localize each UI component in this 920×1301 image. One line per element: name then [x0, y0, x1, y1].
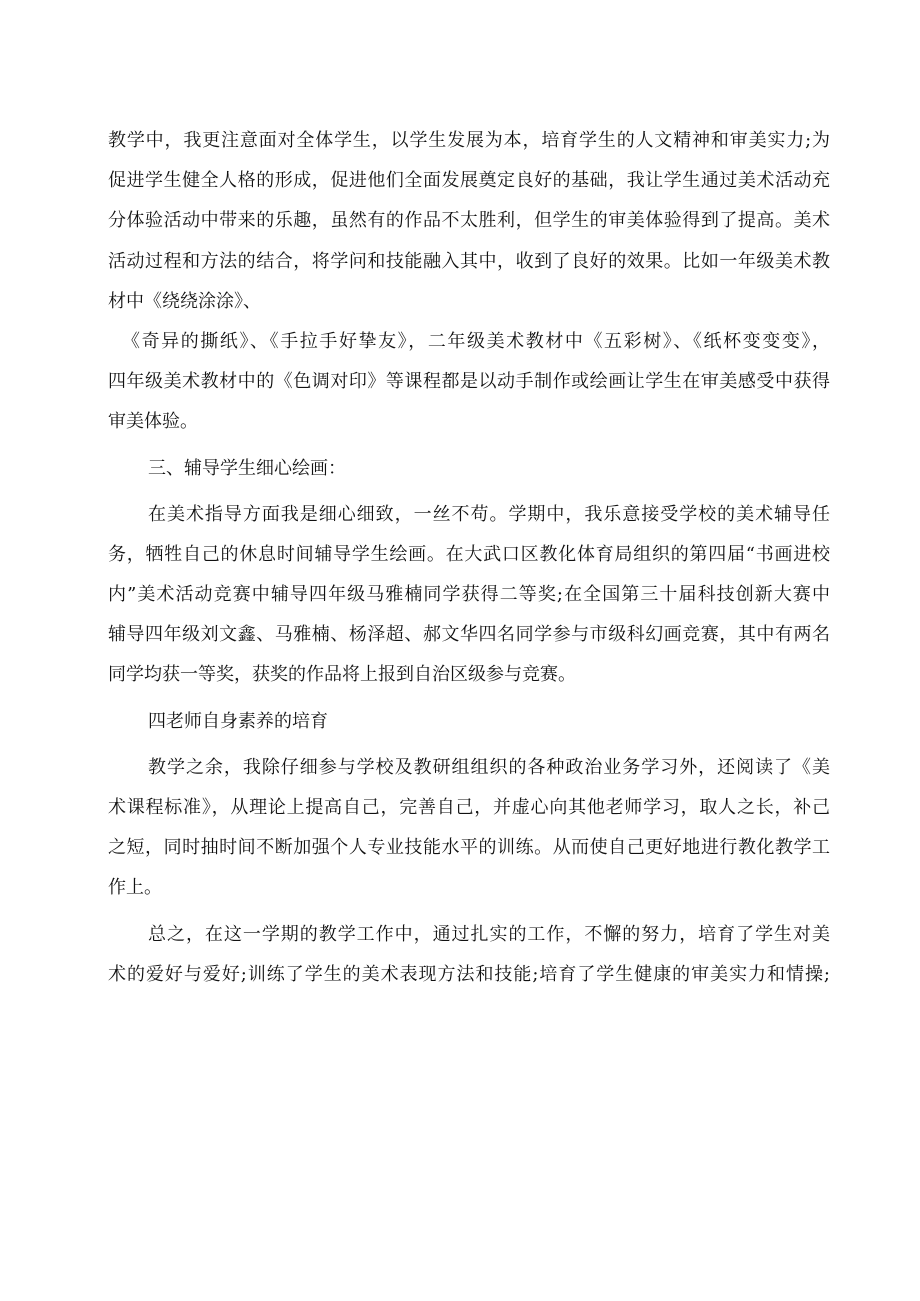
text-line: 分体验活动中带来的乐趣，虽然有的作品不太胜利，但学生的审美体验得到了提高。美术 [108, 210, 830, 232]
paragraph-self-improvement [108, 748, 830, 909]
text-line: 务，牺牲自己的休息时间辅导学生绘画。在大武口区教化体育局组织的第四届“书画进校 [108, 543, 830, 565]
text-line: 活动过程和方法的结合，将学问和技能融入其中，收到了良好的效果。比如一年级美术教 [108, 250, 830, 272]
document-body [108, 121, 830, 995]
text-line: 术的爱好与爱好;训练了学生的美术表现方法和技能;培育了学生健康的审美实力和情操; [108, 963, 830, 985]
paragraph-summary [108, 915, 830, 995]
paragraph-course-examples [108, 322, 830, 443]
paragraph-teaching-focus [108, 121, 830, 322]
section-heading-self-improvement [108, 702, 830, 742]
text-line: 辅导四年级刘文鑫、马雅楠、杨泽超、郝文华四名同学参与市级科幻画竞赛，其中有两名 [108, 624, 830, 646]
text-line: 同学均获一等奖，获奖的作品将上报到自治区级参与竞赛。 [108, 664, 576, 686]
paragraph-guidance-details [108, 495, 830, 696]
text-line: 作上。 [108, 877, 162, 899]
text-line: 总之，在这一学期的教学工作中，通过扎实的工作，不懈的努力，培育了学生对美 [148, 923, 830, 945]
text-line: 材中《绕绕涂涂》、 [108, 290, 261, 312]
text-line: 教学中，我更注意面对全体学生，以学生发展为本，培育学生的人文精神和审美实力;为 [108, 130, 830, 151]
heading-text: 四老师自身素养的培育 [148, 710, 328, 732]
text-line: 之短，同时抽时间不断加强个人专业技能水平的训练。从而使自己更好地进行教化教学工 [108, 837, 830, 859]
text-line: 在美术指导方面我是细心细致，一丝不苟。学期中，我乐意接受学校的美术辅导任 [148, 503, 830, 525]
text-line: 审美体验。 [108, 411, 198, 433]
text-line: 术课程标准》，从理论上提高自己，完善自己，并虚心向其他老师学习，取人之长，补己 [108, 797, 830, 818]
section-heading-guidance [108, 449, 830, 489]
text-line: 教学之余，我除仔细参与学校及教研组组织的各种政治业务学习外，还阅读了《美 [148, 756, 830, 778]
text-line: 四年级美术教材中的《色调对印》等课程都是以动手制作或绘画让学生在审美感受中获得 [108, 371, 830, 393]
text-line: 促进学生健全人格的形成，促进他们全面发展奠定良好的基础，我让学生通过美术活动充 [108, 170, 830, 192]
text-line: 《奇异的撕纸》、《手拉手好挚友》，二年级美术教材中《五彩树》、《纸杯变变变》， [122, 330, 830, 352]
text-line: 内”美术活动竞赛中辅导四年级马雅楠同学获得二等奖;在全国第三十届科技创新大赛中 [108, 584, 830, 606]
heading-text: 三、辅导学生细心绘画： [148, 457, 346, 479]
